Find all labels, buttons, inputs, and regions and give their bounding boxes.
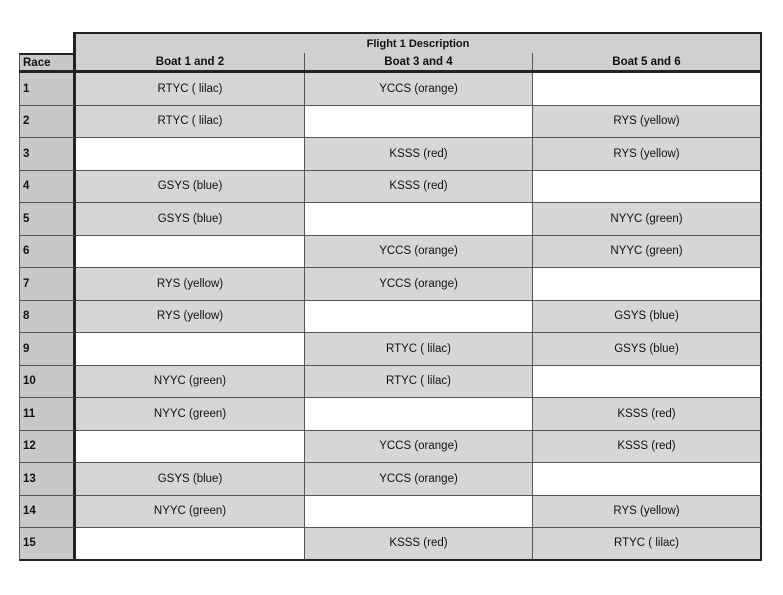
boat-1-2-cell: NYYC (green): [76, 398, 305, 431]
boat-1-2-cell: GSYS (blue): [76, 203, 305, 236]
race-number: 4: [19, 171, 76, 204]
race-number: 6: [19, 236, 76, 269]
header-race: Race: [19, 53, 76, 70]
boat-3-4-cell: [305, 398, 533, 431]
race-number: 1: [19, 73, 76, 106]
boat-1-2-cell: [76, 431, 305, 464]
boat-3-4-cell: YCCS (orange): [305, 73, 533, 106]
table-body: [19, 73, 762, 561]
boat-1-2-cell: [76, 333, 305, 366]
boat-1-2-cell: RTYC ( lilac): [76, 73, 305, 106]
boat-1-2-cell: [76, 138, 305, 171]
boat-5-6-cell: GSYS (blue): [533, 301, 762, 334]
table-row: [19, 398, 762, 431]
boat-1-2-cell: RYS (yellow): [76, 268, 305, 301]
boat-3-4-cell: [305, 301, 533, 334]
table-title: Flight 1 Description: [76, 32, 762, 53]
race-number: 5: [19, 203, 76, 236]
boat-5-6-cell: KSSS (red): [533, 431, 762, 464]
boat-1-2-cell: [76, 528, 305, 561]
race-number: 13: [19, 463, 76, 496]
boat-5-6-cell: GSYS (blue): [533, 333, 762, 366]
race-number: 15: [19, 528, 76, 561]
boat-5-6-cell: NYYC (green): [533, 236, 762, 269]
boat-5-6-cell: RYS (yellow): [533, 138, 762, 171]
table-row: [19, 366, 762, 399]
race-number: 9: [19, 333, 76, 366]
boat-3-4-cell: KSSS (red): [305, 528, 533, 561]
boat-5-6-cell: KSSS (red): [533, 398, 762, 431]
boat-3-4-cell: [305, 203, 533, 236]
boat-3-4-cell: YCCS (orange): [305, 463, 533, 496]
table-row: [19, 528, 762, 561]
race-number: 10: [19, 366, 76, 399]
table-row: [19, 138, 762, 171]
boat-1-2-cell: RYS (yellow): [76, 301, 305, 334]
table-row: [19, 463, 762, 496]
table-row: [19, 236, 762, 269]
race-number: 11: [19, 398, 76, 431]
table-header-row: [19, 53, 762, 73]
boat-3-4-cell: YCCS (orange): [305, 236, 533, 269]
boat-3-4-cell: KSSS (red): [305, 171, 533, 204]
table-row: [19, 268, 762, 301]
race-number: 8: [19, 301, 76, 334]
race-number: 3: [19, 138, 76, 171]
boat-5-6-cell: NYYC (green): [533, 203, 762, 236]
table-row: [19, 171, 762, 204]
race-number: 7: [19, 268, 76, 301]
boat-1-2-cell: NYYC (green): [76, 366, 305, 399]
boat-5-6-cell: RYS (yellow): [533, 496, 762, 529]
boat-3-4-cell: RTYC ( lilac): [305, 333, 533, 366]
table-row: [19, 301, 762, 334]
table-row: [19, 496, 762, 529]
boat-1-2-cell: [76, 236, 305, 269]
boat-5-6-cell: [533, 171, 762, 204]
boat-1-2-cell: GSYS (blue): [76, 463, 305, 496]
race-number: 14: [19, 496, 76, 529]
race-number: 2: [19, 106, 76, 139]
header-boat-5-6: Boat 5 and 6: [533, 53, 762, 70]
boat-3-4-cell: KSSS (red): [305, 138, 533, 171]
header-boat-1-2: Boat 1 and 2: [76, 53, 305, 70]
boat-5-6-cell: [533, 463, 762, 496]
boat-3-4-cell: RTYC ( lilac): [305, 366, 533, 399]
boat-3-4-cell: YCCS (orange): [305, 268, 533, 301]
boat-1-2-cell: GSYS (blue): [76, 171, 305, 204]
boat-5-6-cell: [533, 268, 762, 301]
boat-5-6-cell: [533, 73, 762, 106]
boat-5-6-cell: [533, 366, 762, 399]
table-row: [19, 431, 762, 464]
flight-schedule-table: [19, 32, 762, 561]
boat-5-6-cell: RYS (yellow): [533, 106, 762, 139]
boat-3-4-cell: YCCS (orange): [305, 431, 533, 464]
boat-3-4-cell: [305, 496, 533, 529]
boat-1-2-cell: NYYC (green): [76, 496, 305, 529]
race-number: 12: [19, 431, 76, 464]
table-row: [19, 106, 762, 139]
table-row: [19, 203, 762, 236]
boat-1-2-cell: RTYC ( lilac): [76, 106, 305, 139]
title-spacer: [19, 32, 76, 53]
table-title-row: [19, 32, 762, 53]
header-boat-3-4: Boat 3 and 4: [305, 53, 533, 70]
table-row: [19, 73, 762, 106]
boat-3-4-cell: [305, 106, 533, 139]
boat-5-6-cell: RTYC ( lilac): [533, 528, 762, 561]
table-row: [19, 333, 762, 366]
